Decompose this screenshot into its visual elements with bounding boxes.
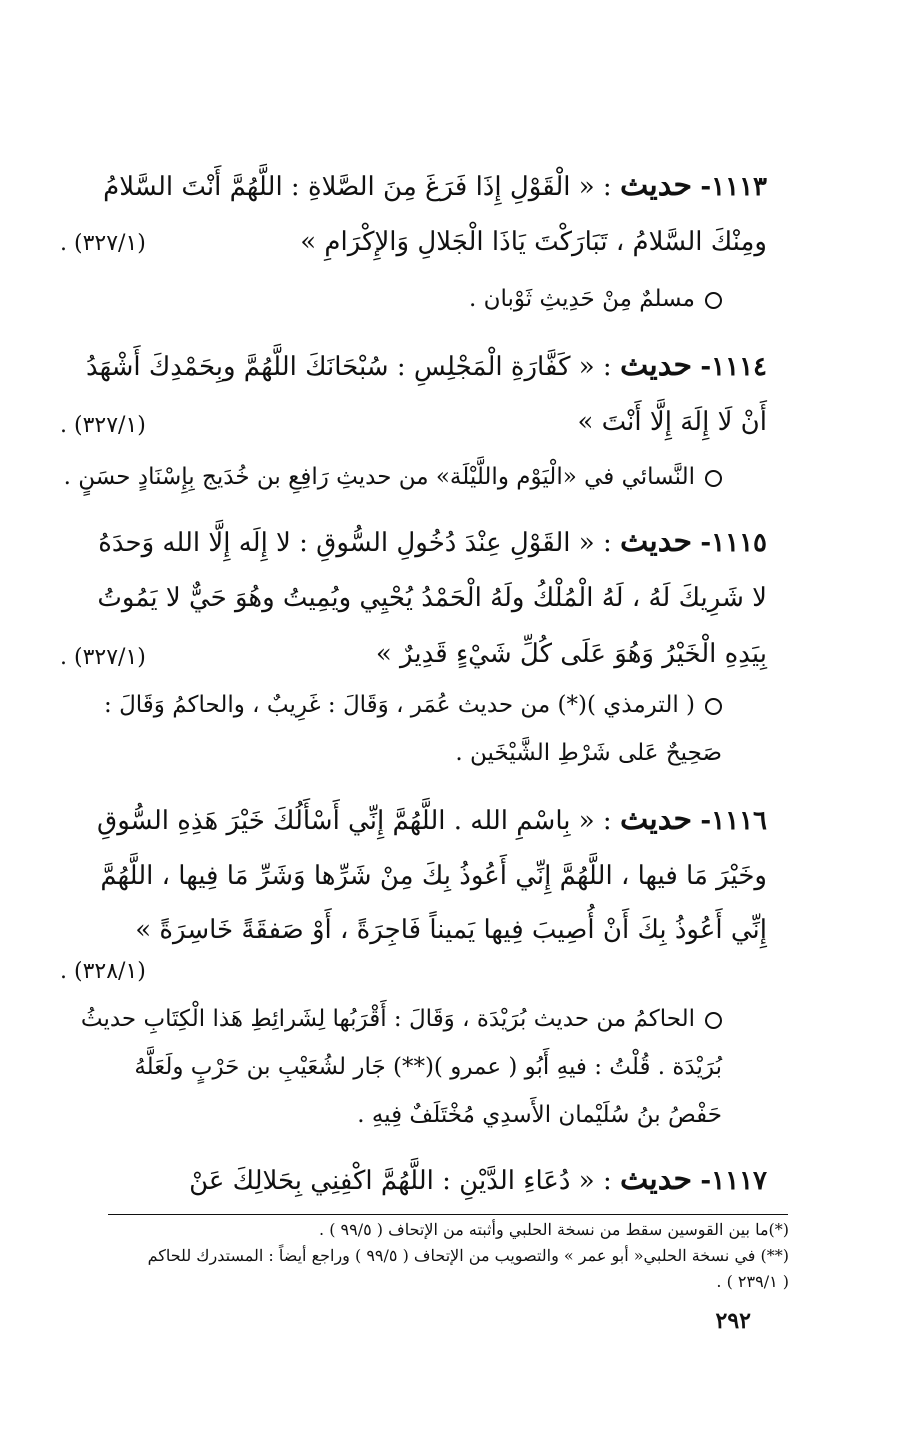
hadith-text: أَنْ لَا إِلَهَ إِلَّا أَنْتَ » <box>577 407 767 437</box>
hadith-1117-line-1 <box>189 1160 767 1201</box>
footnote-2: (**) في نسخة الحلبي« أبو عمر » والتصويب من الإتحاف ( ٩٩/٥ ) وراجع أيضاً : المستدرك للحاكم <box>147 1246 789 1265</box>
hadith-number: ١١١٤- <box>700 352 767 382</box>
hadith-text: ومِنْكَ السَّلامُ ، تَبَارَكْتَ يَاذَا الْجَلالِ وَالإِكْرَامِ » <box>300 227 767 257</box>
hadith-keyword: حديث <box>619 168 693 203</box>
circle-bullet-icon <box>705 1012 722 1029</box>
hadith-1114-line-1 <box>86 346 767 387</box>
source-text: صَحِيحٌ عَلى شَرْطِ الشَّيْخَين . <box>455 740 722 766</box>
hadith-1114-reference: (٣٢٧/١) . <box>60 413 146 438</box>
hadith-1115-line-1 <box>98 522 767 563</box>
hadith-1116-source-line-1 <box>81 1000 722 1038</box>
hadith-1116-line-1 <box>97 800 767 841</box>
hadith-1115-source-line-1 <box>104 686 722 724</box>
hadith-text: إِنِّي أَعُوذُ بِكَ أَنْ أُصِيبَ فِيها يَميناً فَاجِرَةً ، أَوْ صَفقَةً خَاسِرَةً » <box>135 915 767 945</box>
hadith-1115-line-3 <box>376 634 767 674</box>
hadith-text: بِيَدِهِ الْخَيْرُ وَهُوَ عَلَى كُلِّ شَيْءٍ قَدِيرٌ » <box>375 639 767 669</box>
hadith-1115-reference: (٣٢٧/١) . <box>60 645 146 670</box>
source-text: الحاكمُ من حديث بُرَيْدَة ، وَقَالَ : أَقْرَبُها لِشَرائِطِ هَذا الْكِتَابِ حديثُ <box>80 1006 695 1032</box>
circle-bullet-icon <box>705 698 722 715</box>
hadith-1115-line-2 <box>97 578 767 618</box>
page-number: ٢٩٢ <box>715 1308 751 1334</box>
hadith-text: : « كَفَّارَةِ الْمَجْلِسِ : سُبْحَانَكَ اللَّهُمَّ وبِحَمْدِكَ أَشْهَدُ <box>85 352 612 382</box>
hadith-1113-source <box>469 280 722 318</box>
footnote-1: (*)ما بين القوسين سقط من نسخة الحلبي وأثبته من الإتحاف ( ٩٩/٥ ) . <box>319 1220 789 1239</box>
source-text: النَّسائي في «الْيَوْم واللَّيْلَة» من حديثِ رَافِعِ بن خُدَيج بِإِسْنَادٍ حسَنٍ . <box>63 464 695 490</box>
hadith-1113-line-1 <box>103 166 767 207</box>
hadith-keyword: حديث <box>619 348 693 383</box>
hadith-number: ١١١٥- <box>700 528 767 558</box>
circle-bullet-icon <box>705 292 722 309</box>
source-text: حَفْصُ بنُ سُلَيْمان الأَسدِي مُخْتَلَفٌ فِيهِ . <box>357 1102 722 1128</box>
hadith-1114-source <box>64 458 722 496</box>
hadith-keyword: حديث <box>619 524 693 559</box>
circle-bullet-icon <box>705 470 722 487</box>
hadith-1116-source-line-2 <box>134 1048 722 1086</box>
hadith-text: : « الْقَوْلِ إِذَا فَرَغَ مِنَ الصَّلاةِ : اللَّهُمَّ أَنْتَ السَّلامُ <box>103 172 612 202</box>
hadith-text: : « القَوْلِ عِنْدَ دُخُولِ السُّوقِ : لا إِلَه إِلَّا الله وَحدَهُ <box>98 528 612 558</box>
hadith-number: ١١١٧- <box>700 1166 767 1196</box>
hadith-number: ١١١٦- <box>700 806 767 836</box>
source-text: بُرَيْدَة . قُلْتُ : فيهِ أَبُو ( عمرو )(**) جَار لشُعَيْبِ بن حَرْبٍ ولَعَلَّهُ <box>134 1054 722 1080</box>
hadith-number: ١١١٣- <box>700 172 767 202</box>
hadith-1116-reference: (٣٢٨/١) . <box>60 959 146 984</box>
source-text: ( الترمذي )(*) من حديث عُمَر ، وَقَالَ : غَرِيبٌ ، والحاكمُ وَقَالَ : <box>104 692 695 718</box>
hadith-1113-line-2 <box>300 222 767 262</box>
hadith-keyword: حديث <box>619 1162 693 1197</box>
hadith-1115-source-line-2 <box>455 734 722 772</box>
hadith-text: لا شَرِيكَ لَهُ ، لَهُ الْمُلْكُ ولَهُ الْحَمْدُ يُحْيِي ويُمِيتُ وهُوَ حَيٌّ لا يَمُوتُ <box>97 583 767 613</box>
footnote-separator <box>108 1214 788 1215</box>
hadith-1116-line-3 <box>135 910 767 950</box>
hadith-text: : « دُعَاءِ الدَّيْنِ : اللَّهُمَّ اكْفِنِي بِحَلالِكَ عَنْ <box>189 1166 612 1196</box>
hadith-1116-line-2 <box>100 856 767 896</box>
footnote-2-continuation: ( ٢٣٩/١ ) . <box>716 1272 789 1291</box>
source-text: مسلمٌ مِنْ حَدِيثِ ثَوْبان . <box>468 286 695 312</box>
hadith-keyword: حديث <box>619 802 693 837</box>
hadith-text: : « بِاسْمِ الله . اللَّهُمَّ إِنِّي أَسْأَلُكَ خَيْرَ هَذِهِ السُّوقِ <box>97 806 612 836</box>
hadith-1114-line-2 <box>577 402 767 442</box>
hadith-1113-reference: (٣٢٧/١) . <box>60 231 146 256</box>
hadith-text: وخَيْرَ مَا فيها ، اللَّهُمَّ إِنِّي أَعُوذُ بِكَ مِنْ شَرِّها وَشَرِّ مَا فِيها ، اللَّهُمَّ <box>100 861 767 891</box>
hadith-1116-source-line-3 <box>357 1096 722 1134</box>
